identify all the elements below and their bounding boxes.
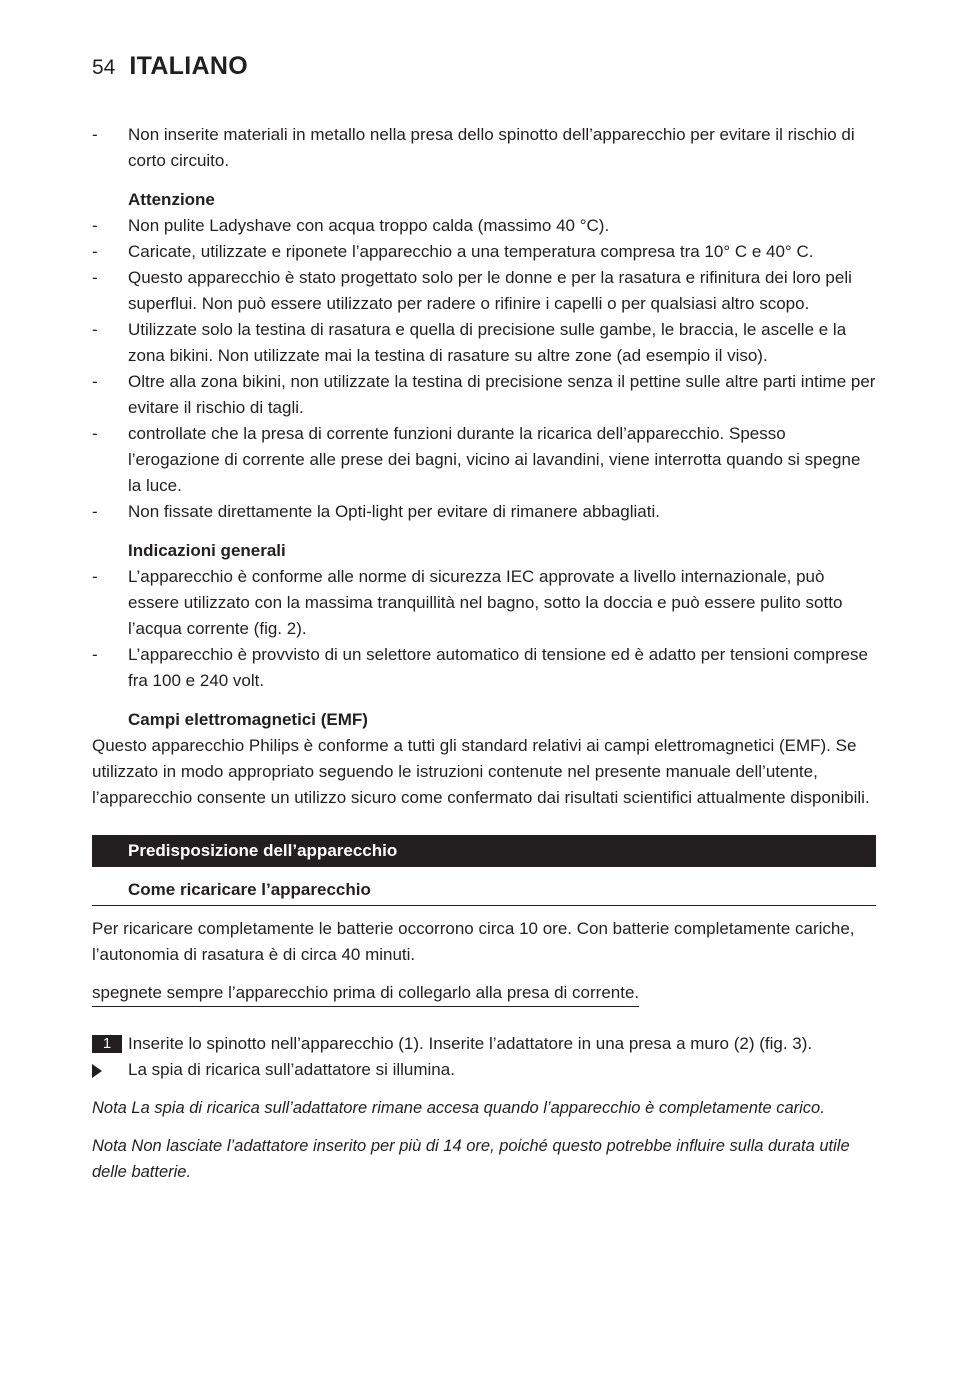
bullet-item: - Non inserite materiali in metallo nella presa dello spinotto dell’apparecchio per evitare il rischio di corto circuito.	[92, 122, 876, 174]
bullet-item: - L’apparecchio è conforme alle norme di sicurezza IEC approvate a livello internazionale, può essere utilizzato con la massima tranquillità nel bagno, sotto la doccia e può essere pulito sotto l’acqua corrente (fig. 2).	[92, 567, 843, 638]
attenzione-heading: Attenzione	[128, 190, 215, 209]
note-2: Nota Non lasciate l’adattatore inserito per più di 14 ore, poiché questo potrebbe influire sulla durata utile delle batterie.	[92, 1137, 850, 1181]
charging-intro: Per ricaricare completamente le batterie occorrono circa 10 ore. Con batterie completamente cariche, l’autonomia di rasatura è di circa 40 minuti.	[92, 919, 855, 964]
section-title-bar: Predisposizione dell’apparecchio	[92, 835, 876, 867]
note-1: Nota La spia di ricarica sull’adattatore rimane accesa quando l’apparecchio è completamente carico.	[92, 1099, 825, 1117]
page-content	[92, 122, 876, 1185]
result-text: La spia di ricarica sull’adattatore si illumina.	[128, 1060, 455, 1079]
indicazioni-heading: Indicazioni generali	[128, 541, 286, 560]
page-number: 54	[92, 56, 116, 79]
step-1	[92, 1031, 828, 1057]
page-header	[92, 52, 248, 81]
step-result	[92, 1057, 876, 1083]
result-arrow-icon	[92, 1064, 102, 1078]
step-number-badge: 1	[92, 1035, 122, 1053]
bullet-item: - L’apparecchio è provvisto di un selettore automatico di tensione ed è adatto per tensioni comprese fra 100 e 240 volt.	[92, 645, 868, 690]
bullet-item: - Oltre alla zona bikini, non utilizzate la testina di precisione senza il pettine sulle altre parti intime per evitare il rischio di tagli.	[92, 372, 876, 417]
bullet-item: - Utilizzate solo la testina di rasatura e quella di precisione sulle gambe, le braccia, le ascelle e la zona bikini. Non utilizzate mai la testina di rasature su altre zone (ad esempio il viso).	[92, 320, 847, 365]
emf-heading: Campi elettromagnetici (EMF)	[128, 710, 368, 729]
bullet-item: - Non pulite Ladyshave con acqua troppo calda (massimo 40 °C).	[92, 216, 610, 235]
section-subtitle: Come ricaricare l’apparecchio	[92, 871, 876, 906]
step-text: Inserite lo spinotto nell’apparecchio (1). Inserite l’adattatore in una presa a muro (2) (fig. 3).	[128, 1034, 813, 1053]
bullet-item: - Non fissate direttamente la Opti-light per evitare di rimanere abbagliati.	[92, 502, 660, 521]
warning-text: spegnete sempre l’apparecchio prima di collegarlo alla presa di corrente.	[92, 980, 639, 1007]
emf-paragraph: Questo apparecchio Philips è conforme a tutti gli standard relativi ai campi elettromagnetici (EMF). Se utilizzato in modo appropriato seguendo le istruzioni contenute nel presente manuale dell’utente, l’apparecchio consente un utilizzo sicuro come confermato dai risultati scientifici attualmente disponibili.	[92, 736, 870, 807]
bullet-item: - controllate che la presa di corrente funzioni durante la ricarica dell’apparecchio. Spesso l’erogazione di corrente alle prese dei bagni, vicino ai lavandini, viene interrotta quando si spegne la luce.	[92, 424, 861, 495]
bullet-item: - Caricate, utilizzate e riponete l’apparecchio a una temperatura compresa tra 10° C e 40° C.	[92, 242, 814, 261]
bullet-item: - Questo apparecchio è stato progettato solo per le donne e per la rasatura e rifinitura dei loro peli superflui. Non può essere utilizzato per radere o rifinire i capelli o per qualsiasi altro scopo.	[92, 268, 852, 313]
dash-marker: -	[92, 125, 98, 144]
language-title: ITALIANO	[129, 52, 248, 80]
